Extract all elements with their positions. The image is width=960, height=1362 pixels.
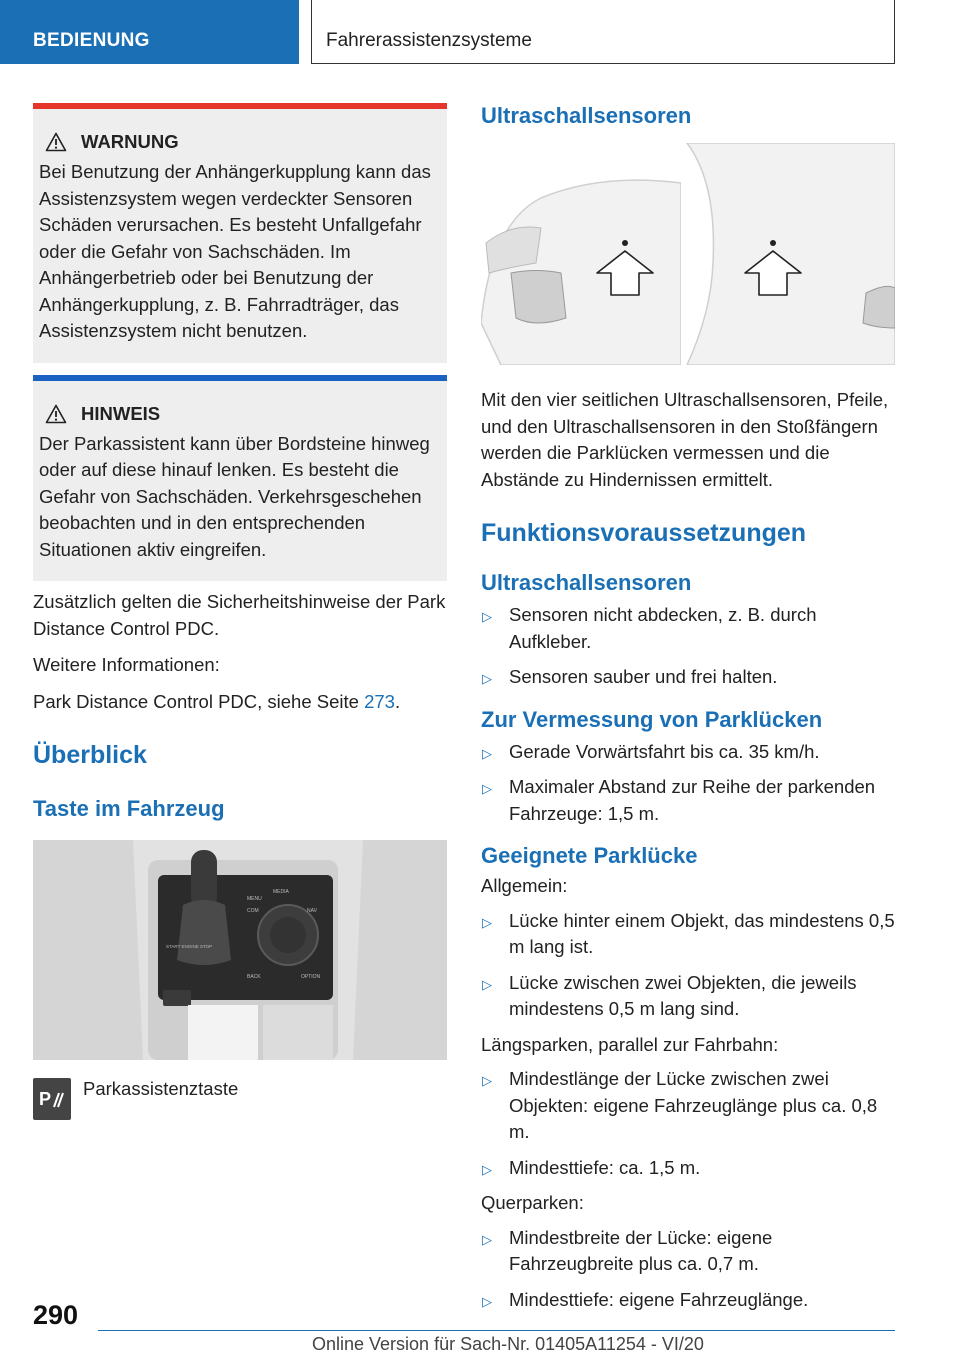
list-item [481, 739, 895, 766]
triangle-bullet-icon: ▷ [482, 976, 492, 992]
warning-triangle-icon [45, 404, 67, 424]
note-text: Der Parkassistent kann über Bordsteine hinweg oder auf diese hinauf lenken. Es besteht die Gefahr von Sachschäden. Verkehrsgeschehen beobachten und in den entsprechenden Situationen aktiv eingreifen. [39, 432, 430, 560]
sensors-description: Mit den vier seitlichen Ultraschallsensoren, Pfeile, und den Ultraschallsensoren in den Stoßfängern werden die Parklücken vermessen und die Abstände zu Hindernissen ermittelt. [481, 389, 889, 490]
list-item-text: Mindestlänge der Lücke zwischen zwei Objekten: eigene Fahrzeuglänge plus ca. 0,8 m. [509, 1068, 878, 1142]
header-chapter [311, 0, 895, 64]
list-item [481, 1155, 895, 1182]
general-label: Allgemein: [481, 875, 568, 896]
page-link-273[interactable]: 273 [364, 690, 395, 712]
list-item-text: Sensoren sauber und frei halten. [509, 666, 778, 687]
cross-requirements-list [481, 1225, 895, 1314]
triangle-bullet-icon: ▷ [482, 1231, 492, 1247]
console-start-label: START ENGINE STOP [166, 944, 213, 949]
more-info-label: Weitere Informationen: [33, 654, 220, 675]
note-title [39, 403, 441, 425]
triangle-bullet-icon: ▷ [482, 671, 492, 686]
triangle-bullet-icon: ▷ [482, 1161, 492, 1177]
sensor-location-image [481, 143, 895, 365]
triangle-bullet-icon: ▷ [482, 914, 492, 930]
warning-triangle-icon [45, 132, 67, 152]
list-item [481, 1066, 895, 1146]
list-item [481, 602, 895, 655]
footer-divider [98, 1330, 895, 1331]
list-item-text: Mindestbreite der Lücke: eigene Fahrzeugbreite plus ca. 0,7 m. [509, 1226, 773, 1274]
list-item-text: Lücke hinter einem Objekt, das mindestens 0,5 m lang ist. [509, 909, 895, 957]
park-assist-caption-row [33, 1078, 447, 1120]
subheading-suitable-gap: Geeignete Parklücke [481, 843, 698, 868]
list-item [481, 1287, 895, 1314]
park-assist-caption: Parkassistenztaste [83, 1078, 239, 1099]
triangle-bullet-icon: ▷ [482, 781, 492, 796]
list-item-text: Mindesttiefe: ca. 1,5 m. [509, 1156, 701, 1178]
pdc-reference-text: Park Distance Control PDC, siehe Seite [33, 690, 365, 712]
console-com-label: COM [247, 908, 259, 914]
sensor-location-illustration [481, 143, 895, 365]
list-item [481, 908, 895, 961]
console-menu-label: MENU [247, 896, 262, 902]
warning-text: Bei Benutzung der Anhängerkupplung kann das Assistenzsystem wegen verdeckter Sensoren Schäden verursachen. Es besteht Unfallgefahr oder die Gefahr von Sachschäden. Im Anhängerbetrieb oder bei Benutzung der Anhängerkupplung, z. B. Fahrradträger, das Assistenzsystem nicht benutzen. [39, 161, 431, 341]
warning-title [39, 131, 441, 153]
console-back-label: BACK [247, 974, 261, 980]
triangle-bullet-icon: ▷ [482, 1073, 492, 1088]
subheading-measure-gaps: Zur Vermessung von Parklücken [481, 706, 823, 732]
list-item [481, 664, 895, 691]
general-requirements-list [481, 908, 895, 1023]
note-title-text: HINWEIS [81, 402, 161, 424]
left-column [33, 103, 447, 1120]
header-section-label: BEDIENUNG [33, 30, 150, 51]
triangle-bullet-icon: ▷ [482, 745, 492, 761]
list-item [481, 774, 895, 827]
triangle-bullet-icon: ▷ [482, 1293, 492, 1309]
center-console-illustration [33, 840, 447, 1060]
console-option-label: OPTION [301, 974, 321, 980]
subheading-ultrasonic-sensors: Ultraschallsensoren [481, 570, 692, 595]
list-item-text: Maximaler Abstand zur Reihe der parkenden Fahrzeuge: 1,5 m. [509, 776, 876, 824]
parallel-requirements-list [481, 1066, 895, 1181]
pdc-reference [33, 689, 447, 716]
svg-text:P: P [39, 1089, 52, 1109]
page-number: 290 [33, 1300, 79, 1330]
warning-title-text: WARNUNG [81, 131, 179, 152]
header-chapter-label: Fahrerassistenzsysteme [326, 30, 532, 51]
cross-parking-label: Querparken: [481, 1192, 584, 1213]
heading-overview: Überblick [33, 741, 147, 769]
measure-requirements-list [481, 739, 895, 828]
park-assist-icon [33, 1078, 71, 1120]
triangle-bullet-icon: ▷ [482, 609, 492, 624]
header-section [0, 0, 299, 64]
center-console-image [33, 840, 447, 1060]
note-box [33, 375, 447, 582]
footer-version-text: Online Version für Sach-Nr. 01405A11254 - VI/20 [312, 1334, 704, 1354]
heading-function-requirements: Funktionsvoraussetzungen [481, 519, 807, 547]
safety-reference-text: Zusätzlich gelten die Sicherheitshinweise der Park Distance Control PDC. [33, 591, 446, 639]
heading-button-in-vehicle: Taste im Fahrzeug [33, 796, 225, 821]
sensor-requirements-list [481, 602, 895, 691]
pdc-reference-end: . [394, 690, 401, 712]
list-item [481, 1225, 895, 1278]
park-assist-symbol [37, 1085, 67, 1113]
warning-box [33, 103, 447, 363]
list-item-text: Lücke zwischen zwei Objekten, die jeweils mindestens 0,5 m lang sind. [509, 971, 857, 1019]
console-nav-label: NAV [307, 908, 317, 914]
list-item-text: Sensoren nicht abdecken, z. B. durch Aufkleber. [509, 604, 817, 652]
heading-ultrasonic-sensors: Ultraschallsensoren [481, 103, 692, 128]
parallel-parking-label: Längsparken, parallel zur Fahrbahn: [481, 1033, 779, 1055]
list-item-text: Mindesttiefe: eigene Fahrzeuglänge. [509, 1288, 809, 1310]
list-item [481, 970, 895, 1023]
console-media-label: MEDIA [273, 889, 289, 895]
list-item-text: Gerade Vorwärtsfahrt bis ca. 35 km/h. [509, 740, 820, 762]
right-column [481, 103, 895, 1322]
